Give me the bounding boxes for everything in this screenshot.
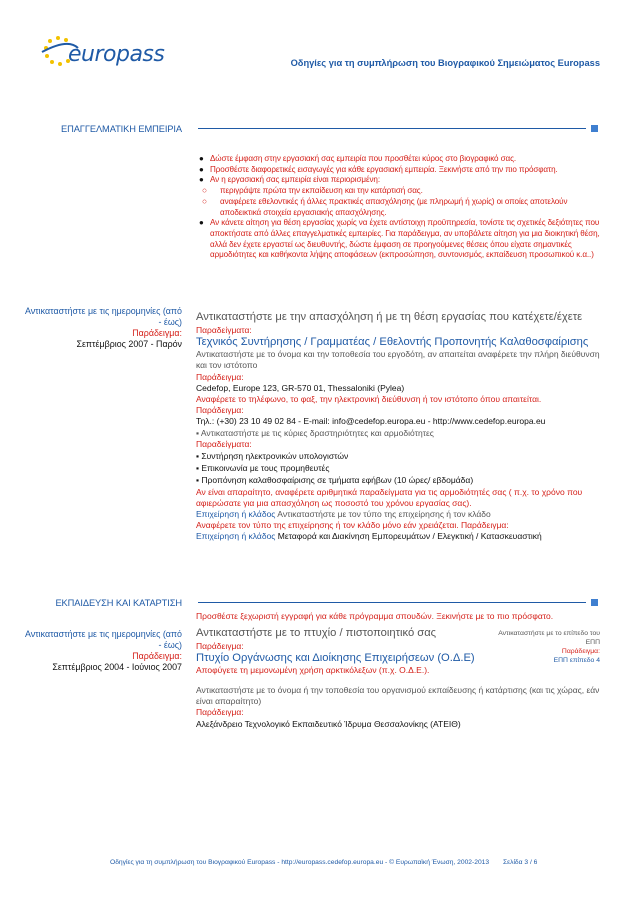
duty-item: ▪ Συντήρηση ηλεκτρονικών υπολογιστών: [196, 451, 349, 462]
institution-block: [196, 685, 601, 730]
sector-label: Επιχείρηση ή κλάδος: [196, 509, 276, 520]
side-replace: Αντικαταστήστε με τις ημερομηνίες (από - έως): [24, 629, 182, 650]
logo-text: europass: [68, 42, 165, 67]
sector-prompt2: Αναφέρετε τον τύπο της επιχείρησης ή τον κλάδο μόνο εάν χρειάζεται.: [196, 520, 459, 531]
sub-list-item: ○ αναφέρετε εθελοντικές ή άλλες πρακτικές απασχόλησης (με πληρωμή ή χωρίς) οι οποίες αποτελούν αποδεικτικά στοιχεία εργασιακής απασχόλησης.: [202, 196, 568, 217]
eqf-note: [490, 629, 600, 665]
numbers-prompt: Αν είναι απαραίτητο, αναφέρετε αριθμητικά παραδείγματα για τις αρμοδιότητές σας ( π.χ. το χρόνο που αφιερώσατε για μια απασχόληση ως ποσοστό του χρόνου εργασίας σας).: [196, 486, 583, 508]
education-rule: [198, 602, 586, 603]
sector-note-line: [196, 520, 601, 531]
eqf-note-text: Αντικαταστήστε με το επίπεδο του ΕΠΠ: [498, 630, 600, 646]
europass-logo: [38, 30, 165, 79]
institution-prompt: Αντικαταστήστε με το όνομα ή την τοποθεσία του οργανισμού εκπαίδευσης ή κατάρτισης (και τις χώρας, εάν είναι απαραίτητο): [196, 685, 600, 707]
example-label: Παράδειγμα:: [196, 640, 244, 651]
abbr-note: Αποφύγετε τη μεμονωμένη χρήση αρκτικόλεξων (π.χ. Ο.Δ.Ε.).: [196, 665, 430, 676]
sector-example: Μεταφορά και Διακίνηση Εμπορευμάτων / Ελεγκτική / Κατασκευαστική: [277, 531, 542, 542]
sector-label: Επιχείρηση ή κλάδος: [196, 531, 276, 542]
education-side-dates: [20, 629, 182, 673]
sub-list-item: ○ περιγράψτε πρώτα την εκπαίδευση και την κατάρτισή σας.: [202, 186, 423, 196]
list-item: ● Αν κάνετε αίτηση για θέση εργασίας χωρίς να έχετε αντίστοιχη προϋπηρεσία, τονίστε τις σχετικές δεξιότητες που αποκτήσατε από άλλες επαγγελματικές εμπειρίες. Για παράδειγμα, αν υποβάλετε αίτηση για μια διοικητική θέση, αλλά δεν έχετε εργαστεί ως διευθυντής, δώστε έμφαση σε προηγούμενες θέσεις όπου είχατε σημαντικές αρμοδιότητες και καθήκοντα λήψης αποφάσεων (εκπροσώπηση, συντονισμός, εκπαίδευση προσωπικού κ.α..): [199, 218, 600, 260]
page-title: Οδηγίες για τη συμπλήρωση του Βιογραφικού Σημειώματος Europass: [290, 58, 600, 68]
employer-prompt: Αντικαταστήστε με το όνομα και την τοποθεσία του εργοδότη, αν απαιτείται αναφέρετε την πλήρη διεύθυνση και τον ιστότοπο: [196, 349, 600, 371]
education-intro: Προσθέστε ξεχωριστή εγγραφή για κάθε πρόγραμμα σπουδών. Ξεκινήστε με το πιο πρόσφατο.: [196, 611, 554, 621]
work-side-dates: [20, 306, 182, 350]
employer-example: Cedefop, Europe 123, GR-570 01, Thessaloniki (Pylea): [196, 382, 405, 393]
footer: [110, 859, 610, 866]
position-example: Τεχνικός Συντήρησης / Γραμματέας / Εθελοντής Προπονητής Καλαθοσφαίρισης: [196, 335, 589, 348]
institution-example: Αλεξάνδρειο Τεχνολογικό Εκπαιδευτικό Ίδρυμα Θεσσαλονίκης (ΑΤΕΙΘ): [196, 718, 461, 729]
list-item: ● Αν η εργασιακή σας εμπειρία είναι περιορισμένη:: [199, 175, 380, 185]
example-label: Παράδειγμα:: [196, 371, 244, 382]
education-heading: ΕΚΠΑΙΔΕΥΣΗ ΚΑΙ ΚΑΤΑΡΤΙΣΗ: [55, 598, 182, 608]
work-rule: [198, 128, 586, 129]
work-square-icon: [591, 125, 598, 132]
position-prompt: Αντικαταστήστε με την απασχόληση ή με τη θέση εργασίας που κατέχετε/έχετε: [196, 311, 583, 323]
sector-prompt: Αντικαταστήστε με τον τύπο της επιχείρησης ή τον κλάδο: [277, 509, 491, 520]
work-entry: [196, 311, 601, 543]
example-label: Παράδειγμα:: [196, 405, 244, 416]
side-example-label: Παράδειγμα:: [132, 328, 182, 338]
degree-prompt: Αντικαταστήστε με το πτυχίο / πιστοποιητικό σας: [196, 627, 437, 639]
list-item: ● Δώστε έμφαση στην εργασιακή σας εμπειρία που προσθέτει κύρος στο βιογραφικό σας.: [199, 154, 517, 163]
example-label: Παράδειγμα:: [196, 707, 244, 718]
side-dates: Σεπτέμβριος 2007 - Παρόν: [76, 339, 182, 349]
duty-item: ▪ Προπόνηση καλαθοσφαίρισης σε τμήματα εφήβων (10 ώρες/ εβδομάδα): [196, 475, 474, 486]
sector-example-line: [196, 531, 601, 542]
duties-prompt: ▪ Αντικαταστήστε με τις κύριες δραστηριότητες και αρμοδιότητες: [196, 427, 434, 438]
eqf-example-label: Παράδειγμα:: [561, 648, 600, 655]
examples-label: Παραδείγματα:: [196, 324, 252, 335]
list-item: ● Προσθέστε διαφορετικές εισαγωγές για κάθε εργασιακή εμπειρία. Ξεκινήστε από την πιο πρόσφατη.: [199, 164, 558, 174]
work-instructions: [196, 154, 601, 261]
footer-text: Οδηγίες για τη συμπλήρωση του Βιογραφικού Europass - http://europass.cedefop.europa.eu - © Ευρωπαϊκή Ένωση, 2002-2013: [110, 859, 490, 866]
education-square-icon: [591, 599, 598, 606]
side-replace: Αντικαταστήστε με τις ημερομηνίες (από - έως): [24, 306, 182, 327]
side-dates: Σεπτέμβριος 2004 - Ιούνιος 2007: [52, 662, 182, 672]
examples-label: Παραδείγματα:: [196, 438, 252, 449]
work-heading: ΕΠΑΓΓΕΛΜΑΤΙΚΗ ΕΜΠΕΙΡΙΑ: [60, 124, 182, 134]
education-entry: [196, 627, 496, 676]
degree-example: Πτυχίο Οργάνωσης και Διοίκησης Επιχειρήσεων (Ο.Δ.Ε): [196, 651, 475, 664]
duty-item: ▪ Επικοινωνία με τους προμηθευτές: [196, 463, 330, 474]
page-number: Σελίδα 3 / 6: [502, 859, 538, 866]
example-label: Παράδειγμα:: [461, 520, 509, 531]
eqf-example: ΕΠΠ επίπεδο 4: [553, 657, 600, 664]
contact-example: Τηλ.: (+30) 23 10 49 02 84 - E-mail: info@cedefop.europa.eu - http://www.cedefop.europa.eu: [196, 416, 546, 427]
sector-line: [196, 509, 601, 520]
side-example-label: Παράδειγμα:: [132, 651, 182, 661]
contact-prompt: Αναφέρετε το τηλέφωνο, το φαξ, την ηλεκτρονική διεύθυνση ή τον ιστότοπο όπου απαιτείται.: [196, 394, 542, 405]
